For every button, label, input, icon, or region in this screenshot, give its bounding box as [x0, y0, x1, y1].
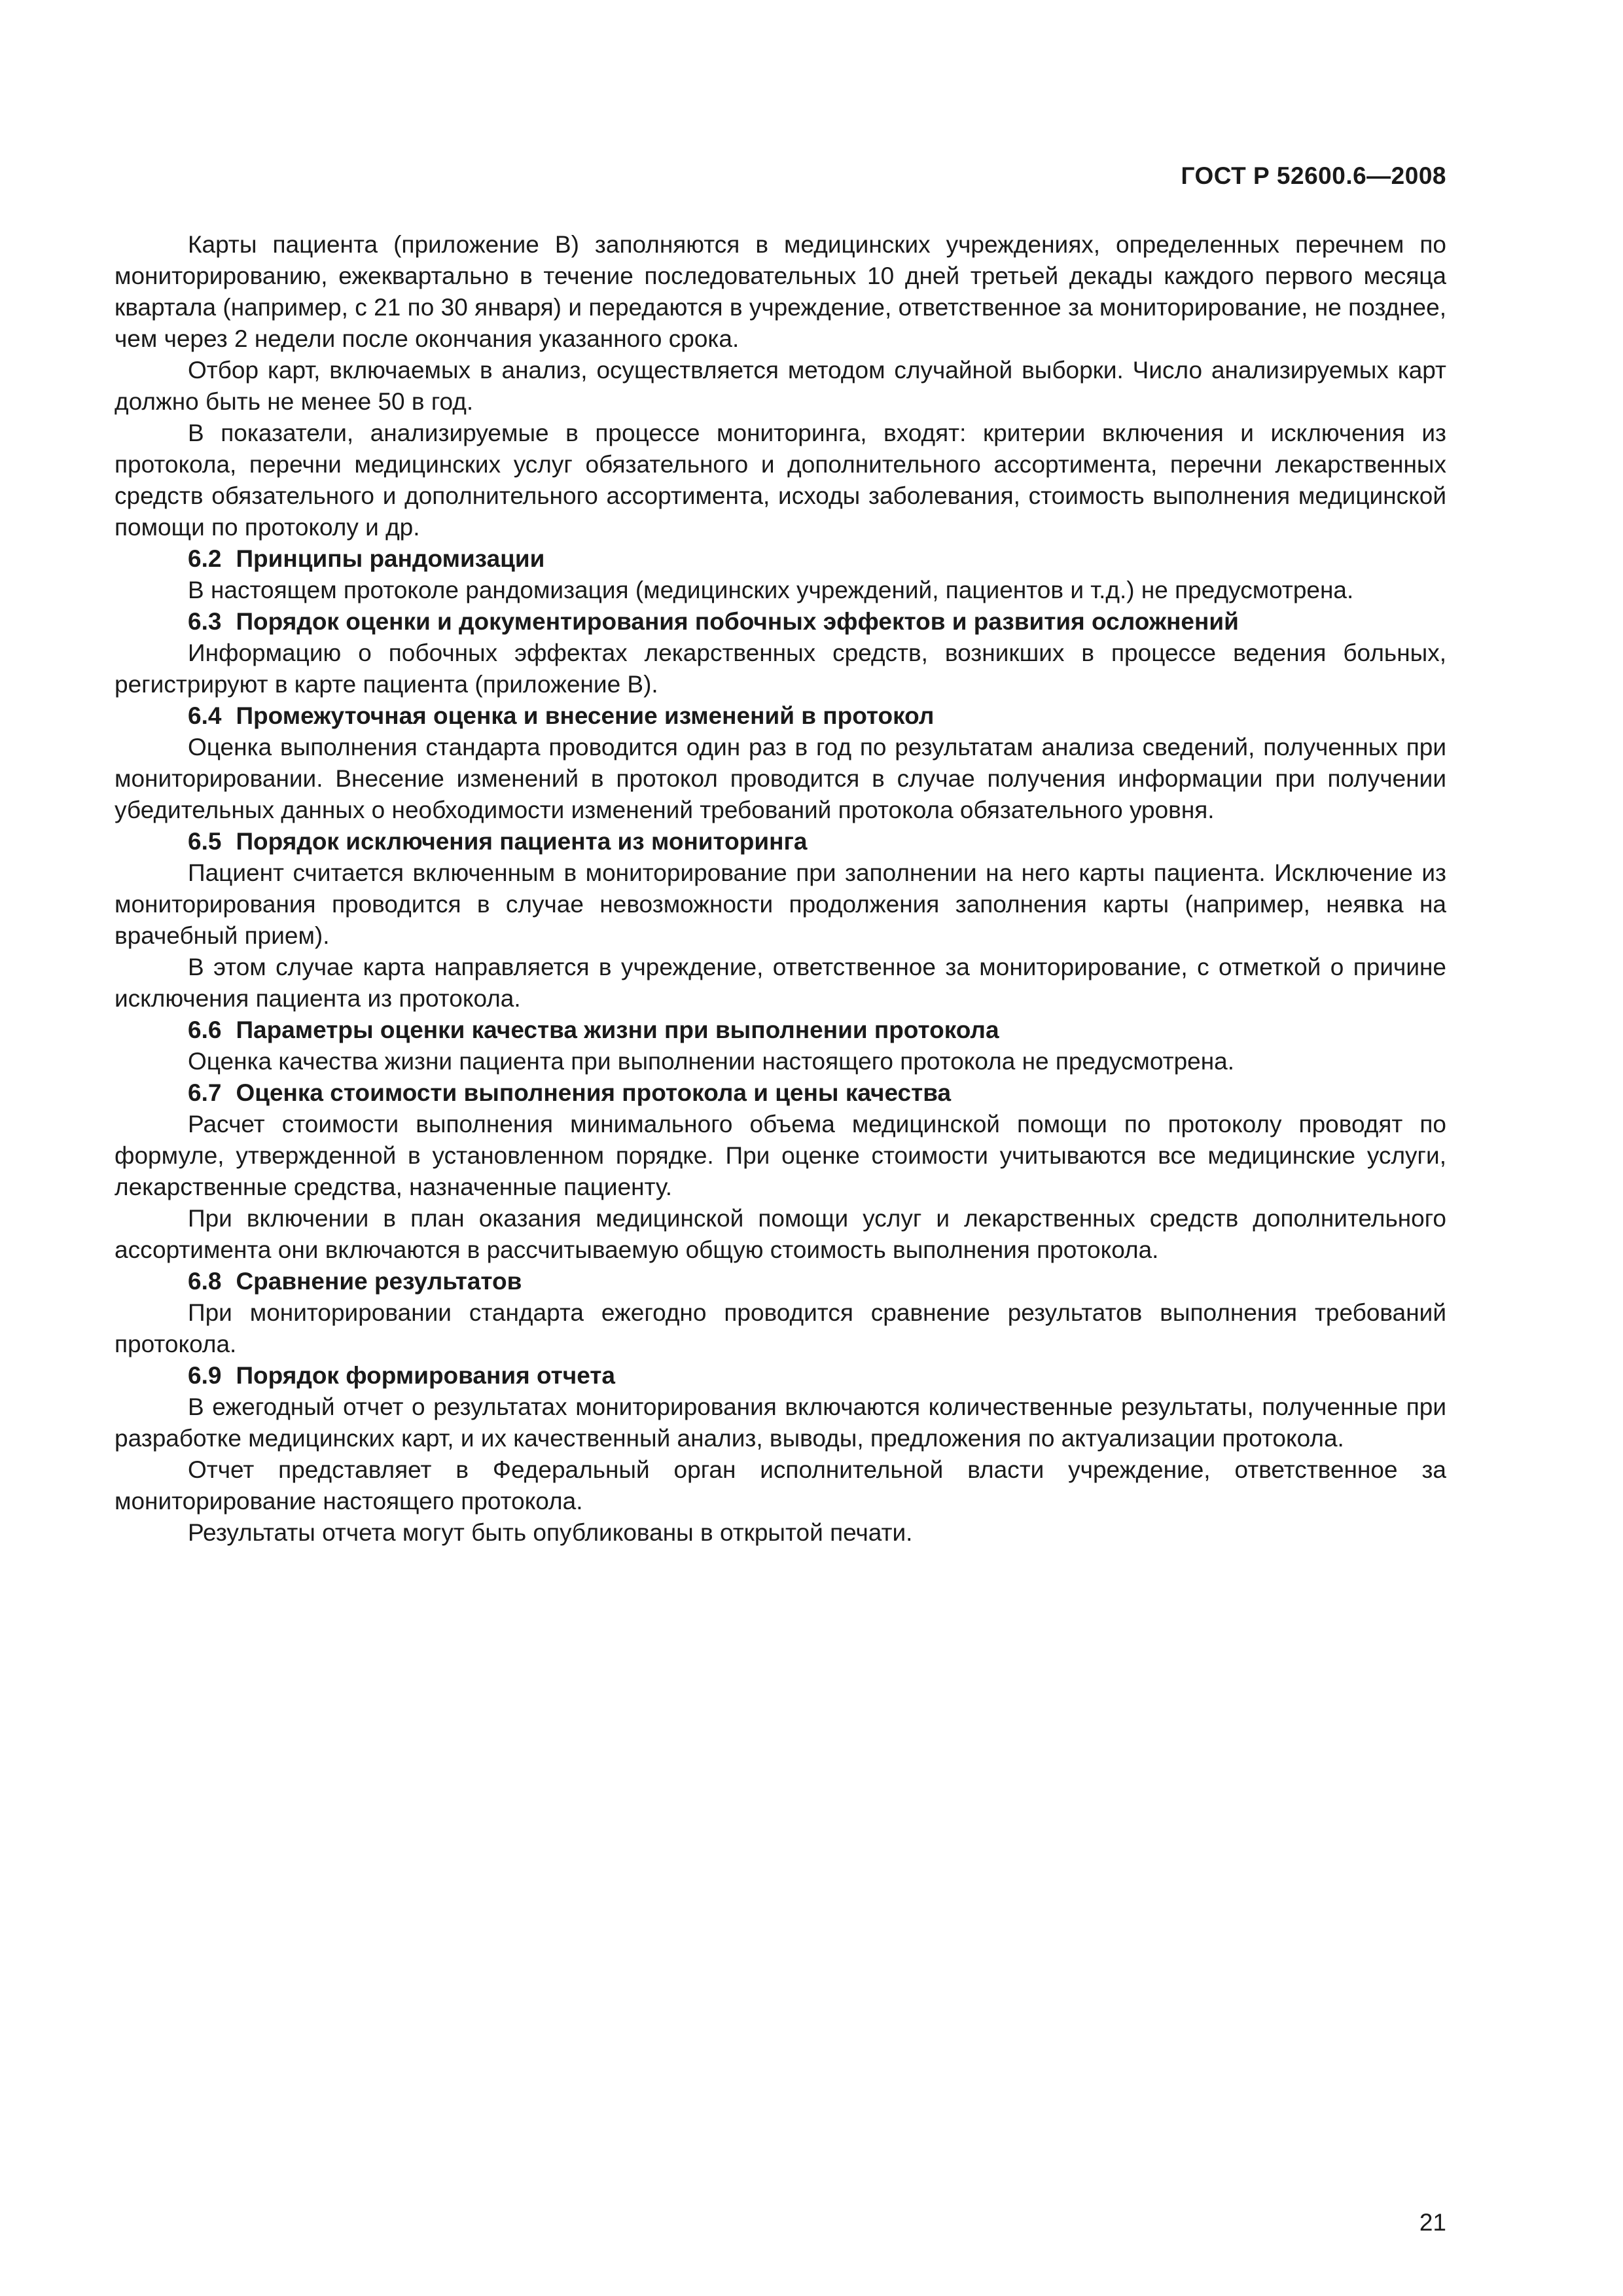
- section-heading-6-7: [115, 1077, 1446, 1109]
- section-number: 6.2: [188, 545, 222, 572]
- paragraph: В показатели, анализируемые в процессе мониторинга, входят: критерии включения и исключения из протокола, перечни медицинских услуг обязательного и дополнительного ассортимента, перечни лекарственных средств обязательного и дополнительного ассортимента, исходы заболевания, стоимость выполнения медицинской помощи по протоколу и др.: [115, 420, 1446, 541]
- section-heading-6-5: [115, 826, 1446, 857]
- section-number: 6.7: [188, 1079, 222, 1106]
- section-title: Оценка стоимости выполнения протокола и цены качества: [236, 1079, 952, 1106]
- section-heading-6-8: [115, 1266, 1446, 1297]
- document-body: [115, 229, 1446, 1549]
- section-title: Порядок исключения пациента из мониторинга: [236, 828, 808, 855]
- section-heading-6-6: [115, 1014, 1446, 1046]
- section-title: Порядок формирования отчета: [236, 1362, 616, 1389]
- paragraph: Оценка качества жизни пациента при выполнении настоящего протокола не предусмотрена.: [188, 1048, 1235, 1075]
- paragraph: Расчет стоимости выполнения минимального объема медицинской помощи по протоколу проводят по формуле, утвержденной в установленном порядке. При оценке стоимости учитываются все медицинские услуги, лекарственные средства, назначенные пациенту.: [115, 1111, 1446, 1200]
- section-heading-6-2: [115, 543, 1446, 575]
- paragraph: Карты пациента (приложение В) заполняются в медицинских учреждениях, определенных перечнем по мониторированию, ежеквартально в течение последовательных 10 дней третьей декады каждого первого месяца квартала (например, с 21 по 30 января) и передаются в учреждение, ответственное за мониторирование, не позднее, чем через 2 недели после окончания указанного срока.: [115, 231, 1446, 352]
- section-number: 6.4: [188, 702, 222, 729]
- paragraph: Оценка выполнения стандарта проводится один раз в год по результатам анализа сведений, полученных при мониторировании. Внесение изменений в протокол проводится в случае получения информации при получении убедительных данных о необходимости изменений требований протокола обязательного уровня.: [115, 734, 1446, 823]
- section-title: Порядок оценки и документирования побочных эффектов и развития осложнений: [236, 608, 1239, 635]
- document-code: ГОСТ Р 52600.6—2008: [1181, 162, 1446, 189]
- section-number: 6.9: [188, 1362, 222, 1389]
- paragraph: В этом случае карта направляется в учреждение, ответственное за мониторирование, с отметкой о причине исключения пациента из протокола.: [115, 954, 1446, 1012]
- section-number: 6.3: [188, 608, 222, 635]
- section-number: 6.5: [188, 828, 222, 855]
- section-number: 6.8: [188, 1268, 222, 1295]
- section-heading-6-3: [115, 606, 1446, 637]
- paragraph: Результаты отчета могут быть опубликованы в открытой печати.: [188, 1519, 913, 1546]
- paragraph: Отчет представляет в Федеральный орган исполнительной власти учреждение, ответственное за мониторирование настоящего протокола.: [115, 1456, 1446, 1515]
- section-title: Сравнение результатов: [236, 1268, 522, 1295]
- paragraph: При мониторировании стандарта ежегодно проводится сравнение результатов выполнения требований протокола.: [115, 1299, 1446, 1357]
- section-title: Параметры оценки качества жизни при выполнении протокола: [236, 1016, 999, 1043]
- paragraph: Пациент считается включенным в мониторирование при заполнении на него карты пациента. Исключение из мониторирования проводится в случае невозможности продолжения заполнения карты (например, неявка на врачебный прием).: [115, 859, 1446, 949]
- section-title: Принципы рандомизации: [236, 545, 545, 572]
- section-heading-6-9: [115, 1360, 1446, 1391]
- section-title: Промежуточная оценка и внесение изменений в протокол: [236, 702, 935, 729]
- paragraph: При включении в план оказания медицинской помощи услуг и лекарственных средств дополнительного ассортимента они включаются в рассчитываемую общую стоимость выполнения протокола.: [115, 1205, 1446, 1263]
- paragraph: В ежегодный отчет о результатах мониторирования включаются количественные результаты, полученные при разработке медицинских карт, и их качественный анализ, выводы, предложения по актуализации протокола.: [115, 1393, 1446, 1452]
- section-number: 6.6: [188, 1016, 222, 1043]
- paragraph: Отбор карт, включаемых в анализ, осуществляется методом случайной выборки. Число анализируемых карт должно быть не менее 50 в год.: [115, 357, 1446, 415]
- page-number: 21: [1419, 2209, 1446, 2236]
- section-heading-6-4: [115, 700, 1446, 732]
- paragraph: В настоящем протоколе рандомизация (медицинских учреждений, пациентов и т.д.) не предусмотрена.: [188, 577, 1354, 603]
- paragraph: Информацию о побочных эффектах лекарственных средств, возникших в процессе ведения больных, регистрируют в карте пациента (приложение В).: [115, 639, 1446, 698]
